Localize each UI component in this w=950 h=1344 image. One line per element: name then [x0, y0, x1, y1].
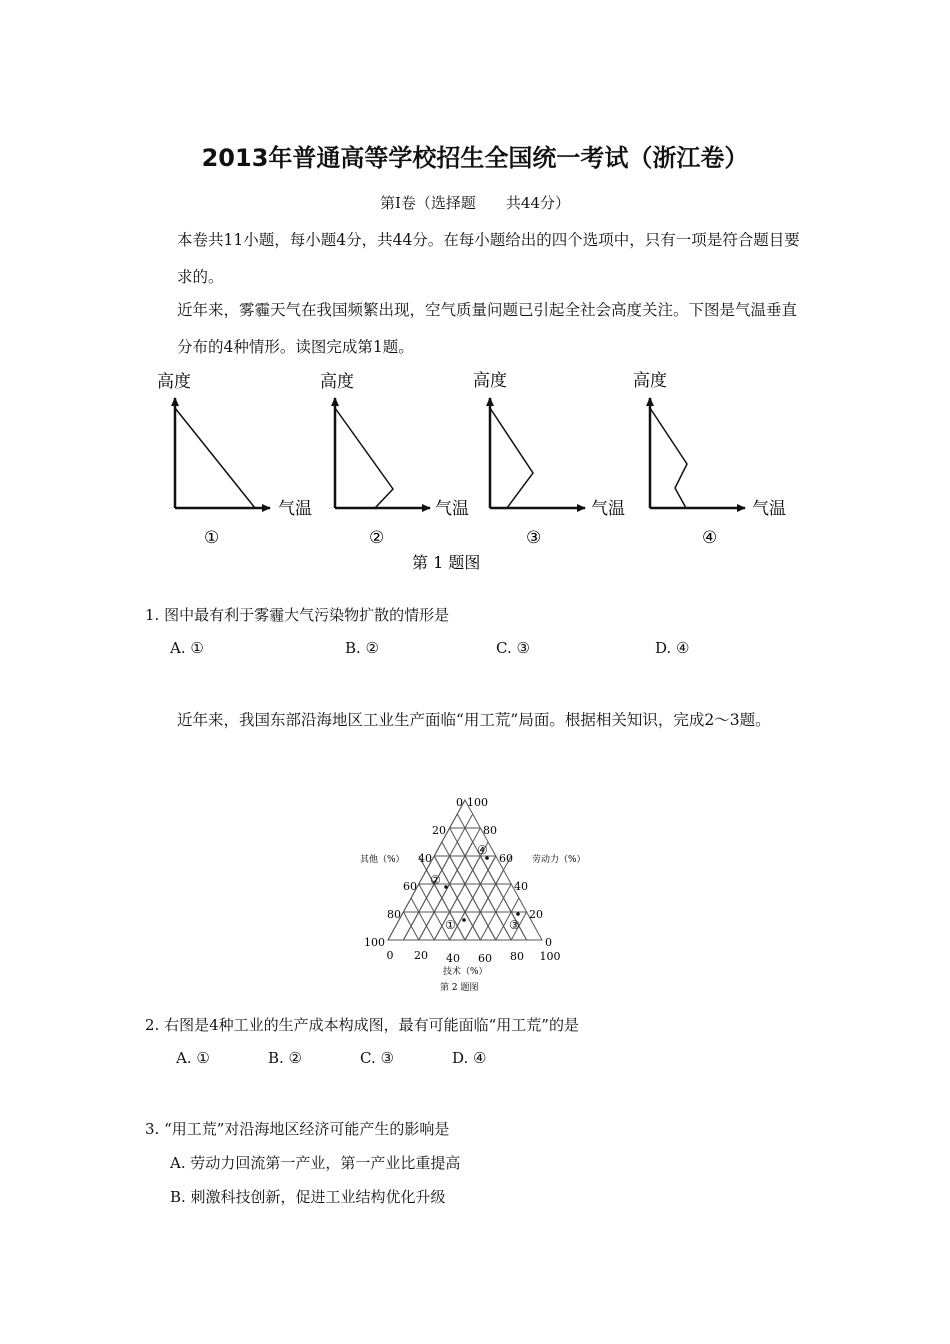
left-tick: 100	[364, 936, 385, 949]
question-3-option-a[interactable]: A. 劳动力回流第一产业，第一产业比重提高	[170, 1154, 461, 1172]
left-tick: 0	[456, 796, 463, 809]
panel-number: ③	[526, 528, 542, 548]
panel-number: ④	[702, 528, 718, 548]
figure-1-panel-1	[157, 372, 312, 548]
temperature-profile-line	[175, 408, 255, 508]
section-heading: 第Ⅰ卷（选择题 共44分）	[379, 194, 570, 212]
point-label-3: ③	[509, 918, 520, 932]
temperature-profile-line	[650, 408, 687, 508]
panel-number: ②	[369, 528, 385, 548]
right-tick: 0	[545, 936, 552, 949]
x-axis-label: 气温	[278, 499, 312, 519]
temperature-profile-line	[335, 408, 393, 508]
left-tick: 40	[418, 852, 432, 865]
bottom-tick: 60	[478, 952, 492, 965]
figure-1-panel-2	[320, 372, 469, 548]
question-2-stem: 2. 右图是4种工业的生产成本构成图，最有可能面临“用工荒”的是	[145, 1016, 579, 1034]
bottom-axis-ticks	[387, 949, 561, 965]
section-instructions	[145, 222, 810, 296]
figure-1-panel-3	[473, 371, 625, 548]
point-1-dot	[462, 918, 466, 922]
instructions-text: 本卷共11小题，每小题4分，共44分。在每小题给出的四个选项中，只有一项是符合题目要求的。	[177, 231, 800, 286]
question-2-option-a[interactable]: A. ①	[176, 1049, 210, 1067]
right-tick: 80	[483, 824, 497, 837]
x-axis-label: 气温	[752, 499, 786, 519]
figure-1-temperature-profiles	[140, 366, 820, 581]
bottom-tick: 80	[510, 950, 524, 963]
passage-1-text: 近年来，雾霾天气在我国频繁出现，空气质量问题已引起全社会高度关注。下图是气温垂直分布的4种情形。读图完成第1题。	[177, 301, 798, 356]
y-axis-label: 高度	[473, 371, 507, 391]
temperature-profile-line	[490, 408, 533, 508]
point-3-dot	[516, 912, 520, 916]
question-1-stem: 1. 图中最有利于雾霾大气污染物扩散的情形是	[145, 606, 450, 624]
passage-1	[145, 292, 810, 366]
figure-1-panel-4	[633, 371, 786, 548]
question-1-option-c[interactable]: C. ③	[496, 639, 530, 657]
right-tick: 40	[514, 880, 528, 893]
x-axis-label: 气温	[435, 499, 469, 519]
right-tick: 60	[499, 852, 513, 865]
x-axis-label: 气温	[591, 499, 625, 519]
right-axis-label: 劳动力（%）	[532, 855, 586, 865]
right-tick: 20	[529, 908, 543, 921]
point-label-2: ②	[430, 873, 441, 887]
right-tick: 100	[467, 796, 488, 809]
panel-number: ①	[204, 528, 220, 548]
bottom-tick: 20	[414, 949, 428, 962]
question-2-option-b[interactable]: B. ②	[268, 1049, 303, 1067]
bottom-tick: 100	[539, 950, 561, 963]
left-tick: 20	[432, 824, 446, 837]
left-tick: 80	[387, 908, 401, 921]
figure-2-caption: 第 2 题图	[440, 983, 479, 993]
point-label-4: ④	[477, 843, 488, 857]
left-tick: 60	[403, 880, 417, 893]
question-3-option-b[interactable]: B. 刺激科技创新，促进工业结构优化升级	[170, 1188, 446, 1206]
y-axis-label: 高度	[320, 372, 354, 392]
question-2-option-c[interactable]: C. ③	[360, 1049, 394, 1067]
figure-2-ternary-diagram	[355, 792, 590, 997]
bottom-tick: 40	[446, 952, 460, 965]
bottom-axis-label: 技术（%）	[443, 967, 488, 977]
point-2-dot	[444, 885, 448, 889]
question-1-option-b[interactable]: B. ②	[345, 639, 380, 657]
passage-2	[145, 702, 810, 739]
figure-1-caption: 第 1 题图	[412, 553, 481, 572]
bottom-tick: 0	[386, 949, 394, 962]
question-2-option-d[interactable]: D. ④	[452, 1049, 487, 1067]
point-label-1: ①	[445, 918, 456, 932]
exam-title: 2013年普通高等学校招生全国统一考试（浙江卷）	[201, 144, 749, 172]
passage-2-text: 近年来，我国东部沿海地区工业生产面临“用工荒”局面。根据相关知识，完成2～3题。	[177, 711, 771, 729]
y-axis-label: 高度	[633, 371, 667, 391]
question-3-stem: 3. “用工荒”对沿海地区经济可能产生的影响是	[145, 1120, 450, 1138]
question-1-option-d[interactable]: D. ④	[655, 639, 690, 657]
y-axis-label: 高度	[157, 372, 191, 392]
question-1-option-a[interactable]: A. ①	[170, 639, 204, 657]
left-axis-label: 其他（%）	[360, 855, 405, 865]
